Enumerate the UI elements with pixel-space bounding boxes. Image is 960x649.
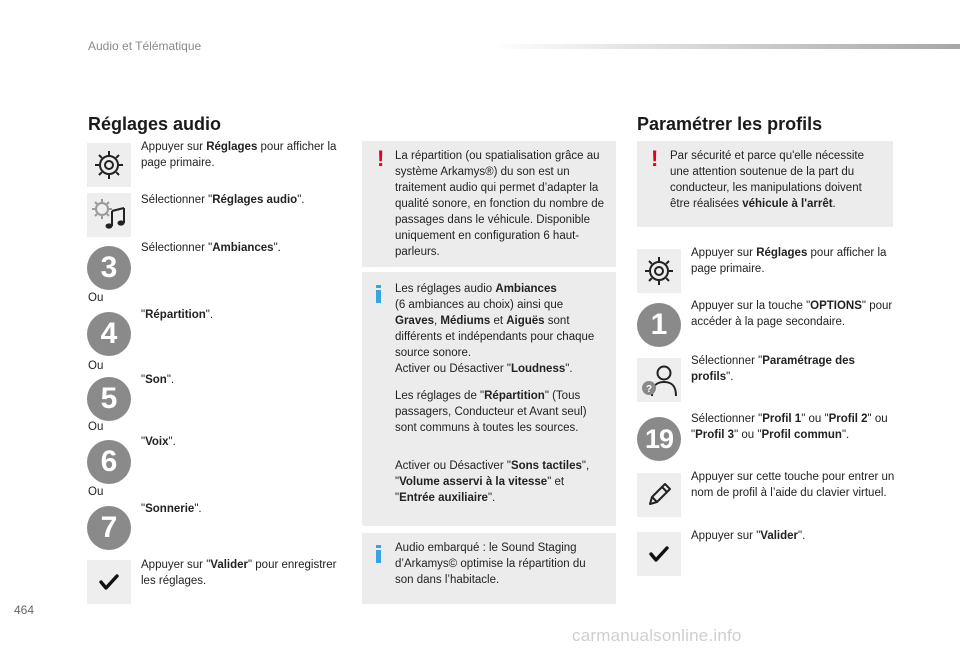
header-rule (490, 44, 960, 49)
check-icon (649, 545, 669, 563)
step-number-badge: 3 (87, 246, 131, 290)
page-number: 464 (14, 603, 35, 617)
info-text: Activer ou Désactiver "Sons tactiles", "Volume asservi à la vitesse" et "Entrée auxiliaire". (395, 460, 590, 504)
pencil-icon (643, 479, 675, 511)
warning-text: La répartition (ou spatialisation grâce au système Arkamys®) du son est un traitement audio qui permet d’adapter la qualité sonore, en fonction du nombre de passages dans le véhicule. Disponible uniquement en configuration 6 haut-parleurs. (395, 150, 605, 258)
settings-key (637, 249, 681, 293)
step-number-badge: 6 (87, 440, 131, 484)
or-label: Ou (88, 421, 104, 433)
profile-settings-key (637, 358, 681, 402)
step-text: "Voix". (141, 436, 176, 448)
info-icon (376, 545, 381, 563)
watermark: carmanualsonline.info (572, 626, 742, 645)
warning-icon: ! (377, 146, 385, 171)
step-text: Appuyer sur "Valider". (691, 530, 806, 542)
step-text: Sélectionner "Réglages audio". (141, 194, 305, 206)
step-text: "Son". (141, 374, 175, 386)
section-title-profiles: Paramétrer les profils (637, 114, 823, 134)
step-text: Appuyer sur la touche "OPTIONS" pour accéder à la page secondaire. (691, 300, 893, 328)
step-text: Sélectionner "Profil 1" ou "Profil 2" ou "Profil 3" ou "Profil commun". (691, 413, 888, 441)
info-text: Audio embarqué : le Sound Staging d’Arkamys© optimise la répartition du son dans l’habitacle. (395, 542, 586, 586)
gear-music-icon (90, 197, 128, 233)
step-text: Appuyer sur "Valider" pour enregistrer les réglages. (141, 559, 337, 587)
audio-settings-key (87, 193, 131, 237)
validate-key (637, 532, 681, 576)
warning-icon: ! (651, 146, 659, 171)
check-icon (99, 573, 119, 591)
profile-question-icon (639, 361, 679, 399)
step-text: Sélectionner "Ambiances". (141, 242, 281, 254)
info-icon (376, 285, 381, 303)
warning-text: Par sécurité et parce qu'elle nécessite une attention soutenue de la part du conducteur, les manipulations doivent être réalisées véhicule à l'arrêt. (670, 150, 864, 210)
step-number-badge: 1 (637, 303, 681, 347)
validate-key (87, 560, 131, 604)
step-text: Appuyer sur Réglages pour afficher la page primaire. (691, 247, 887, 275)
rename-key (637, 473, 681, 517)
step-text: "Sonnerie". (141, 503, 202, 515)
info-text: Les réglages de "Répartition" (Tous passagers, Conducteur et Avant seul) sont communs à toutes les sources. (395, 390, 587, 434)
gear-icon (92, 148, 126, 182)
step-text: Appuyer sur Réglages pour afficher la page primaire. (141, 141, 337, 169)
step-text: Appuyer sur cette touche pour entrer un nom de profil à l’aide du clavier virtuel. (691, 471, 895, 499)
info-text: Les réglages audio Ambiances (6 ambiances au choix) ainsi que Graves, Médiums et Aiguës sont différents et indépendants pour chaque source sonore. Activer ou Désactiver "Loudness". (395, 283, 595, 375)
step-text: Sélectionner "Paramétrage des profils". (691, 355, 855, 383)
or-label: Ou (88, 486, 104, 498)
section-title-audio: Réglages audio (88, 114, 222, 134)
svg-text:?: ? (645, 384, 653, 395)
page-header-title: Audio et Télématique (88, 39, 202, 53)
step-number-badge: 7 (87, 506, 131, 550)
step-text: "Répartition". (141, 309, 214, 321)
or-label: Ou (88, 360, 104, 372)
step-number-badge: 5 (87, 377, 131, 421)
settings-key (87, 143, 131, 187)
step-number-badge: 19 (637, 417, 681, 461)
or-label: Ou (88, 292, 104, 304)
gear-icon (642, 254, 676, 288)
step-number-badge: 4 (87, 312, 131, 356)
